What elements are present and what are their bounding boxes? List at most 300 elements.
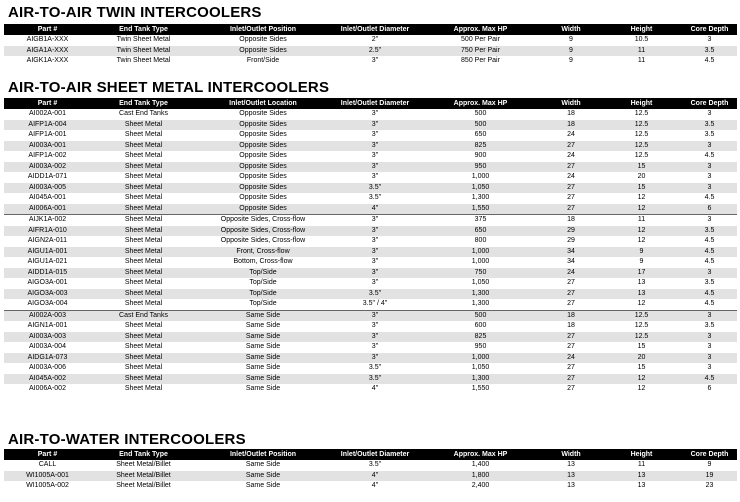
- column-header: Inlet/Outlet Location: [229, 100, 297, 107]
- table-cell: AIDD1A-071: [27, 173, 68, 180]
- table-cell: Sheet Metal: [124, 247, 163, 255]
- table-cell: Opposite Sides: [239, 120, 287, 128]
- table-cell: 1,300: [471, 194, 490, 201]
- table-header-row: [4, 24, 737, 35]
- section-title: AIR-TO-AIR TWIN INTERCOOLERS: [8, 4, 262, 21]
- table-cell: 3": [371, 237, 379, 244]
- table-cell: 4": [371, 471, 379, 479]
- table-cell: Same Side: [245, 332, 281, 340]
- table-cell: Opposite Sides, Cross-flow: [220, 216, 306, 223]
- table-cell: Same Side: [245, 482, 281, 489]
- table-cell: 4.5: [704, 289, 715, 297]
- table-cell: 12.5: [634, 152, 649, 159]
- intercooler-table: [4, 24, 737, 67]
- table-cell: Cast End Tanks: [119, 311, 168, 319]
- table-row: [4, 299, 737, 310]
- table-cell: 13: [637, 482, 646, 489]
- table-cell: AI003A-002: [29, 162, 66, 170]
- table-header-row: [4, 449, 737, 460]
- table-cell: 3.5: [704, 120, 715, 128]
- column-header: Approx. Max HP: [453, 100, 508, 107]
- table-cell: Same Side: [245, 322, 281, 329]
- table-cell: 3": [371, 141, 379, 149]
- table-cell: Same Side: [245, 471, 281, 479]
- table-row: [4, 384, 737, 395]
- table-cell: 27: [567, 374, 575, 382]
- table-row: [4, 172, 737, 183]
- column-header: Height: [630, 26, 653, 33]
- table-cell: 1,000: [471, 247, 490, 255]
- table-cell: 12: [637, 374, 646, 382]
- table-cell: 4": [371, 204, 379, 212]
- table-cell: Sheet Metal: [124, 120, 163, 128]
- table-cell: 27: [567, 289, 575, 297]
- table-cell: 13: [567, 471, 575, 479]
- table-row: [4, 35, 737, 46]
- table-row: [4, 130, 737, 141]
- table-cell: 825: [474, 332, 487, 340]
- table-cell: 4.5: [704, 300, 715, 307]
- table-cell: 27: [567, 300, 575, 307]
- table-cell: Sheet Metal/Billet: [116, 482, 171, 489]
- table-row: [4, 481, 737, 492]
- table-cell: 12.5: [634, 131, 649, 138]
- table-cell: Opposite Sides: [239, 141, 287, 149]
- table-cell: 1,050: [471, 279, 490, 286]
- table-cell: 3: [707, 36, 712, 43]
- column-header: Height: [630, 451, 653, 458]
- table-cell: 10.5: [634, 36, 649, 43]
- table-cell: 9: [569, 46, 573, 54]
- table-cell: 18: [567, 311, 575, 319]
- table-cell: 27: [567, 162, 575, 170]
- table-cell: 4.5: [704, 258, 715, 265]
- table-cell: 1,000: [471, 258, 490, 265]
- table-cell: Opposite Sides: [239, 204, 287, 212]
- table-cell: 20: [637, 353, 646, 361]
- table-cell: Sheet Metal: [124, 353, 163, 361]
- table-row: [4, 332, 737, 343]
- table-cell: AIGU1A-001: [27, 247, 68, 255]
- table-cell: 9: [707, 461, 712, 468]
- table-row: [4, 471, 737, 482]
- table-row: [4, 183, 737, 194]
- table-cell: 3": [371, 57, 379, 64]
- column-header: Inlet/Outlet Diameter: [340, 100, 410, 107]
- table-cell: 1,050: [471, 364, 490, 371]
- table-cell: 27: [567, 204, 575, 212]
- table-cell: 3: [707, 141, 712, 149]
- table-row: [4, 151, 737, 162]
- table-cell: Opposite Sides, Cross-flow: [220, 226, 306, 234]
- table-header-row: [4, 98, 737, 109]
- table-cell: Opposite Sides: [239, 46, 287, 54]
- section-title: AIR-TO-AIR SHEET METAL INTERCOOLERS: [8, 79, 330, 96]
- table-cell: AIGN1A-001: [27, 322, 68, 329]
- table-cell: 3: [707, 332, 712, 340]
- table-cell: AI003A-003: [29, 332, 66, 340]
- table-cell: 19: [705, 471, 714, 479]
- table-cell: 3: [707, 343, 712, 350]
- table-cell: Sheet Metal: [124, 300, 163, 307]
- table-cell: 3.5: [704, 226, 715, 234]
- table-row: [4, 236, 737, 247]
- table-cell: Sheet Metal: [124, 183, 163, 191]
- table-cell: AIFR1A-010: [28, 226, 67, 234]
- table-cell: 4": [371, 482, 379, 489]
- table-cell: AIGN2A-011: [27, 237, 68, 244]
- table-cell: Opposite Sides: [239, 183, 287, 191]
- column-header: Core Depth: [690, 451, 729, 458]
- table-cell: 12: [637, 204, 646, 212]
- table-cell: WI1005A-001: [26, 471, 69, 479]
- table-cell: Sheet Metal: [124, 152, 163, 159]
- table-row: [4, 193, 737, 204]
- table-cell: Opposite Sides: [239, 152, 287, 159]
- table-cell: 24: [567, 353, 575, 361]
- table-cell: Sheet Metal: [124, 374, 163, 382]
- table-cell: Sheet Metal: [124, 364, 163, 371]
- table-cell: AIFP1A-002: [28, 152, 67, 159]
- table-cell: Sheet Metal: [124, 226, 163, 234]
- intercooler-table: [4, 98, 737, 395]
- table-cell: Top/Side: [249, 289, 277, 297]
- table-cell: Sheet Metal: [124, 204, 163, 212]
- table-cell: Same Side: [245, 311, 281, 319]
- table-cell: 3: [707, 110, 712, 117]
- table-cell: Opposite Sides: [239, 162, 287, 170]
- table-cell: 12.5: [634, 120, 649, 128]
- table-cell: CALL: [38, 461, 57, 468]
- table-cell: 12: [637, 226, 646, 234]
- table-cell: 1,000: [471, 173, 490, 180]
- table-cell: Sheet Metal: [124, 322, 163, 329]
- table-cell: 650: [474, 226, 487, 234]
- table-cell: Top/Side: [249, 300, 277, 307]
- table-cell: 12: [637, 237, 646, 244]
- table-cell: Sheet Metal: [124, 216, 163, 223]
- table-cell: Same Side: [245, 343, 281, 350]
- table-cell: Top/Side: [249, 279, 277, 286]
- table-cell: 3": [371, 268, 379, 276]
- table-cell: Twin Sheet Metal: [116, 57, 171, 64]
- table-cell: 3": [371, 353, 379, 361]
- table-cell: Sheet Metal: [124, 162, 163, 170]
- table-cell: 500 Per Pair: [461, 36, 500, 43]
- table-cell: 12.5: [634, 110, 649, 117]
- table-cell: 27: [567, 183, 575, 191]
- table-cell: 13: [637, 289, 646, 297]
- table-cell: 3": [371, 216, 379, 223]
- table-cell: Opposite Sides: [239, 36, 287, 43]
- table-cell: 24: [567, 131, 575, 138]
- table-cell: 750: [474, 268, 487, 276]
- column-header: Part #: [37, 451, 58, 458]
- table-cell: 24: [567, 268, 575, 276]
- table-cell: 13: [637, 279, 646, 286]
- table-row: [4, 56, 737, 67]
- table-cell: 3.5": [368, 364, 382, 371]
- table-cell: 1,400: [471, 461, 490, 468]
- intercooler-table: [4, 449, 737, 492]
- table-cell: 6: [707, 385, 712, 392]
- table-cell: 27: [567, 332, 575, 340]
- table-cell: Sheet Metal: [124, 141, 163, 149]
- table-cell: 27: [567, 343, 575, 350]
- table-cell: 375: [474, 216, 487, 223]
- table-cell: Sheet Metal/Billet: [116, 471, 171, 479]
- table-cell: 1,300: [471, 374, 490, 382]
- table-cell: AI003A-006: [29, 364, 66, 371]
- table-cell: 3": [371, 131, 379, 138]
- table-cell: 3": [371, 258, 379, 265]
- table-cell: 18: [567, 322, 575, 329]
- table-cell: 18: [567, 216, 575, 223]
- table-cell: AIGO3A-004: [27, 300, 68, 307]
- table-cell: Sheet Metal/Billet: [116, 461, 171, 468]
- table-cell: 2.5": [368, 46, 382, 54]
- table-row: [4, 374, 737, 385]
- table-cell: AIGU1A-021: [27, 258, 68, 265]
- table-cell: Same Side: [245, 374, 281, 382]
- table-cell: 3: [707, 173, 712, 180]
- table-cell: 12: [637, 194, 646, 201]
- table-cell: 9: [639, 247, 644, 255]
- table-cell: 12.5: [634, 311, 649, 319]
- table-cell: 15: [637, 364, 646, 371]
- table-cell: 3: [707, 353, 712, 361]
- table-cell: 3: [707, 183, 712, 191]
- table-cell: 11: [637, 57, 646, 64]
- table-cell: Front, Cross-flow: [236, 247, 290, 255]
- column-header: Approx. Max HP: [453, 451, 508, 458]
- table-cell: 13: [637, 471, 646, 479]
- table-cell: 27: [567, 194, 575, 201]
- table-row: [4, 289, 737, 300]
- table-cell: AIGK1A-XXX: [26, 57, 69, 64]
- table-row: [4, 257, 737, 268]
- column-header: Inlet/Outlet Diameter: [340, 451, 410, 458]
- table-cell: 13: [567, 482, 575, 489]
- table-cell: AI045A-002: [29, 374, 66, 382]
- table-cell: 950: [474, 343, 487, 350]
- table-cell: 3.5: [704, 46, 715, 54]
- table-cell: Opposite Sides, Cross-flow: [220, 237, 306, 244]
- column-header: Height: [630, 100, 653, 107]
- table-cell: Sheet Metal: [124, 237, 163, 244]
- table-cell: Opposite Sides: [239, 110, 287, 117]
- table-row: [4, 268, 737, 279]
- table-cell: 29: [567, 237, 575, 244]
- table-cell: AI006A-002: [29, 385, 66, 392]
- table-cell: Sheet Metal: [124, 279, 163, 286]
- table-cell: 800: [474, 237, 487, 244]
- column-header: Inlet/Outlet Position: [229, 451, 297, 458]
- table-cell: Sheet Metal: [124, 194, 163, 201]
- table-cell: 3.5": [368, 289, 382, 297]
- table-cell: 3": [371, 311, 379, 319]
- table-cell: AI002A-001: [29, 110, 66, 117]
- table-cell: 11: [637, 46, 646, 54]
- table-cell: 3": [371, 322, 379, 329]
- table-cell: 9: [639, 258, 644, 265]
- table-cell: 1,550: [471, 385, 490, 392]
- table-cell: 12: [637, 300, 646, 307]
- table-cell: 3: [707, 364, 712, 371]
- table-cell: 15: [637, 343, 646, 350]
- table-cell: AI002A-003: [29, 311, 66, 319]
- table-cell: 34: [567, 247, 575, 255]
- table-cell: 3.5": [368, 461, 382, 468]
- table-cell: Bottom, Cross-flow: [233, 258, 293, 265]
- column-header: Inlet/Outlet Diameter: [340, 26, 410, 33]
- table-cell: 13: [567, 461, 575, 468]
- table-cell: 3.5: [704, 131, 715, 138]
- table-row: [4, 310, 737, 322]
- table-row: [4, 162, 737, 173]
- table-cell: Top/Side: [249, 268, 277, 276]
- table-cell: Cast End Tanks: [119, 110, 168, 117]
- table-row: [4, 46, 737, 57]
- table-cell: 3.5" / 4": [362, 300, 388, 307]
- table-cell: AI003A-004: [29, 343, 66, 350]
- table-cell: Twin Sheet Metal: [116, 46, 171, 54]
- table-row: [4, 342, 737, 353]
- table-cell: 9: [569, 36, 573, 43]
- table-row: [4, 109, 737, 120]
- table-cell: 1,300: [471, 300, 490, 307]
- column-header: Core Depth: [690, 100, 729, 107]
- table-cell: 4": [371, 385, 379, 392]
- table-cell: 1,300: [471, 289, 490, 297]
- table-cell: 27: [567, 279, 575, 286]
- table-cell: 11: [637, 216, 646, 223]
- table-cell: 3": [371, 279, 379, 286]
- table-cell: Sheet Metal: [124, 173, 163, 180]
- table-cell: 3": [371, 120, 379, 128]
- table-cell: 3": [371, 173, 379, 180]
- table-cell: 15: [637, 162, 646, 170]
- table-cell: AIFP1A-004: [28, 120, 67, 128]
- table-cell: Twin Sheet Metal: [116, 36, 171, 43]
- column-header: End Tank Type: [119, 26, 168, 33]
- table-cell: 12.5: [634, 141, 649, 149]
- table-row: [4, 120, 737, 131]
- table-cell: 2,400: [471, 482, 490, 489]
- column-header: Part #: [37, 100, 58, 107]
- table-row: [4, 278, 737, 289]
- table-cell: 18: [567, 120, 575, 128]
- table-cell: 12.5: [634, 322, 649, 329]
- table-cell: 3": [371, 110, 379, 117]
- table-cell: 6: [707, 204, 712, 212]
- table-row: [4, 247, 737, 258]
- table-cell: 950: [474, 162, 487, 170]
- table-cell: 23: [705, 482, 714, 489]
- table-cell: Same Side: [245, 385, 281, 392]
- table-cell: AI003A-001: [29, 141, 66, 149]
- table-cell: 500: [474, 120, 487, 128]
- table-cell: 3: [707, 162, 712, 170]
- column-header: End Tank Type: [119, 100, 168, 107]
- table-cell: 500: [474, 110, 487, 117]
- table-cell: 12.5: [634, 332, 649, 340]
- table-cell: Same Side: [245, 364, 281, 371]
- table-cell: 34: [567, 258, 575, 265]
- table-cell: 4.5: [704, 237, 715, 244]
- table-cell: Sheet Metal: [124, 343, 163, 350]
- table-cell: 27: [567, 385, 575, 392]
- table-cell: Sheet Metal: [124, 289, 163, 297]
- table-cell: Sheet Metal: [124, 131, 163, 138]
- table-cell: AIDG1A-073: [27, 353, 68, 361]
- table-cell: 3": [371, 247, 379, 255]
- table-row: [4, 204, 737, 215]
- table-cell: Opposite Sides: [239, 131, 287, 138]
- table-cell: 4.5: [704, 374, 715, 382]
- column-header: Width: [561, 26, 581, 33]
- table-row: [4, 353, 737, 364]
- table-cell: 12: [637, 385, 646, 392]
- table-cell: 18: [567, 110, 575, 117]
- table-cell: 3": [371, 162, 379, 170]
- column-header: Core Depth: [690, 26, 729, 33]
- table-cell: Sheet Metal: [124, 258, 163, 265]
- table-cell: AIJK1A-002: [28, 216, 67, 223]
- table-cell: AIGO3A-003: [27, 289, 68, 297]
- table-cell: 4.5: [704, 152, 715, 159]
- table-cell: 11: [637, 461, 646, 468]
- table-cell: 1,050: [471, 183, 490, 191]
- table-row: [4, 460, 737, 471]
- table-cell: 900: [474, 152, 487, 159]
- table-cell: AIFP1A-001: [28, 131, 67, 138]
- table-cell: AI003A-005: [29, 183, 66, 191]
- table-cell: AI006A-001: [29, 204, 66, 212]
- table-cell: 1,800: [471, 471, 490, 479]
- column-header: Inlet/Outlet Position: [229, 26, 297, 33]
- table-cell: WI1005A-002: [26, 482, 69, 489]
- table-cell: 3.5: [704, 279, 715, 286]
- table-cell: 3": [371, 152, 379, 159]
- table-cell: Same Side: [245, 353, 281, 361]
- table-cell: 4.5: [704, 194, 715, 201]
- table-cell: Sheet Metal: [124, 332, 163, 340]
- table-cell: 825: [474, 141, 487, 149]
- table-cell: 4.5: [704, 247, 715, 255]
- table-cell: 3.5": [368, 374, 382, 382]
- table-cell: 27: [567, 141, 575, 149]
- table-cell: 500: [474, 311, 487, 319]
- column-header: Width: [561, 451, 581, 458]
- table-cell: 17: [637, 268, 646, 276]
- table-cell: 1,000: [471, 353, 490, 361]
- table-cell: 650: [474, 131, 487, 138]
- table-cell: 1,550: [471, 204, 490, 212]
- table-cell: 3: [707, 311, 712, 319]
- table-cell: Front/Side: [246, 57, 280, 64]
- table-row: [4, 214, 737, 226]
- table-cell: Same Side: [245, 461, 281, 468]
- table-cell: 3": [371, 332, 379, 340]
- table-cell: 3": [371, 226, 379, 234]
- column-header: End Tank Type: [119, 451, 168, 458]
- table-row: [4, 141, 737, 152]
- table-cell: 15: [637, 183, 646, 191]
- table-cell: Opposite Sides: [239, 194, 287, 201]
- table-row: [4, 363, 737, 374]
- table-row: [4, 321, 737, 332]
